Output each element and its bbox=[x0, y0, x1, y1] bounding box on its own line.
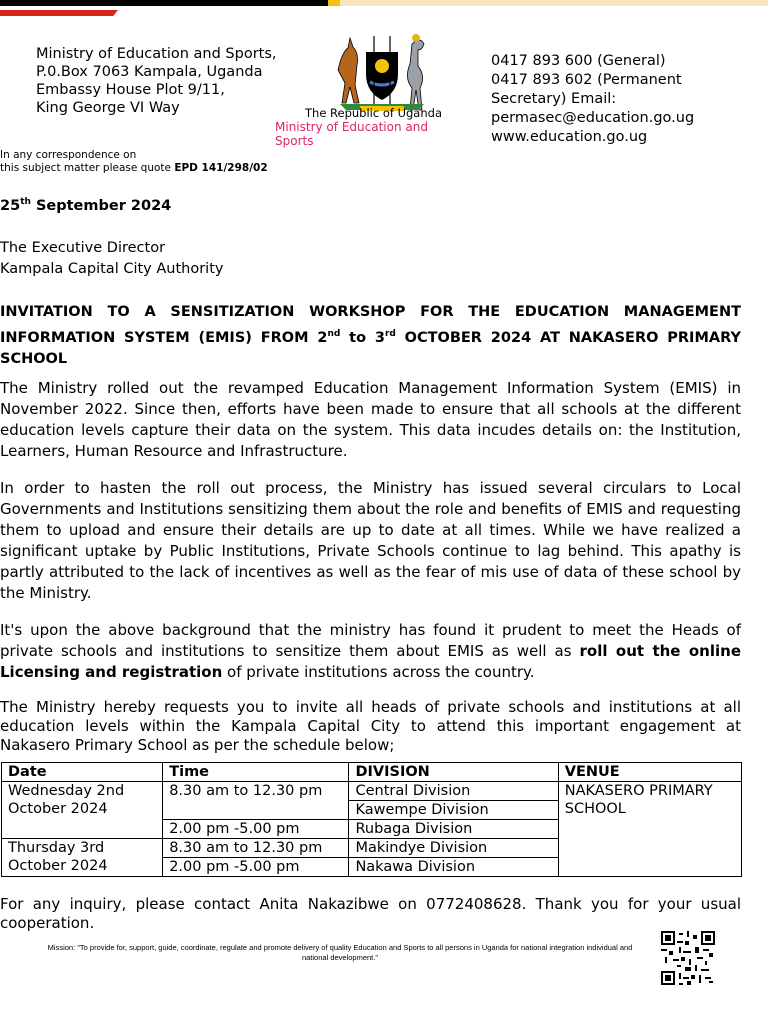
address-line: Ministry of Education and Sports, bbox=[36, 46, 277, 62]
paragraph-1: The Ministry rolled out the revamped Education Management Information System (EMIS) in November 2022. Since then, efforts have been made to ensure that all schools at the different education levels capture their data on the system. This data incudes details on: the Institution, Learners, Human Resource and Infrastructure. bbox=[0, 379, 741, 460]
venue-cell: NAKASERO PRIMARY SCHOOL bbox=[558, 782, 741, 877]
correspondence-line1: In any correspondence on bbox=[0, 149, 137, 161]
paragraph-3-bold: roll out the online Licensing and registration bbox=[0, 642, 741, 681]
header-time: Time bbox=[163, 763, 349, 782]
time-cell: 8.30 am to 12.30 pm bbox=[163, 782, 349, 820]
letter-date bbox=[0, 197, 171, 214]
correspondence-line2 bbox=[0, 162, 268, 175]
header-division: DIVISION bbox=[349, 763, 558, 782]
day1-cell: Wednesday 2nd October 2024 bbox=[2, 782, 163, 839]
division-cell: Kawempe Division bbox=[349, 801, 558, 820]
day2-cell: Thursday 3rd October 2024 bbox=[2, 839, 163, 877]
subject-part1: INVITATION TO A SENSITIZATION WORKSHOP FOR THE EDUCATION MANAGEMENT INFORMATION SYSTEM (EMIS) FROM 2 bbox=[0, 304, 741, 346]
time-cell: 2.00 pm -5.00 pm bbox=[163, 820, 349, 839]
contact-block bbox=[491, 52, 761, 147]
paragraph-4: The Ministry hereby requests you to invite all heads of private schools and institutions at all education levels within the Kampala Capital City to attend this important engagement at Nakasero Primary School as per the schedule below; bbox=[0, 698, 741, 754]
subject-sup1: nd bbox=[327, 328, 341, 339]
subject-part2: to 3 bbox=[340, 329, 385, 346]
schedule-table bbox=[1, 762, 742, 877]
correspondence-note bbox=[0, 149, 268, 175]
table-header-row bbox=[2, 763, 742, 782]
address-line: King George VI Way bbox=[36, 100, 180, 116]
contact-website[interactable]: www.education.go.ug bbox=[491, 129, 648, 145]
header-venue: VENUE bbox=[558, 763, 741, 782]
republic-label: The Republic of Uganda bbox=[305, 106, 442, 120]
header-stripe-yellow bbox=[328, 0, 340, 6]
address-line: P.0.Box 7063 Kampala, Uganda bbox=[36, 64, 263, 80]
contact-line: Secretary) Email: bbox=[491, 91, 617, 107]
table-row bbox=[2, 782, 742, 801]
ministry-address bbox=[36, 45, 277, 117]
recipient-organization: Kampala Capital City Authority bbox=[0, 261, 224, 277]
reference-number: EPD 141/298/02 bbox=[174, 162, 268, 174]
subject-sup2: rd bbox=[384, 328, 396, 339]
contact-line: 0417 893 602 (Permanent bbox=[491, 72, 682, 88]
subject-part3: OCTOBER 2024 AT NAKASERO PRIMARY SCHOOL bbox=[0, 329, 741, 367]
division-cell: Makindye Division bbox=[349, 839, 558, 858]
contact-email[interactable]: permasec@education.go.ug bbox=[491, 110, 695, 126]
paragraph-2: In order to hasten the roll out process, the Ministry has issued several circulars to Local Governments and Institutions sensitizing them about the role and benefits of EMIS and requesting them to upload and ensure their details are up to date at all times. While we have realized a significant uptake by Public Institutions, Private Schools continue to lag behind. This apathy is partly attributed to the lack of incentives as well as the fear of mis use of data of these school by the Ministry. bbox=[0, 479, 741, 602]
paragraph-3-start: It's upon the above background that the ministry has found it prudent to meet the Heads of private schools and institutions to sensitize them about EMIS as well as bbox=[0, 621, 741, 660]
address-line: Embassy House Plot 9/11, bbox=[36, 82, 225, 98]
header-stripe-cream bbox=[340, 0, 768, 6]
time-cell: 2.00 pm -5.00 pm bbox=[163, 858, 349, 877]
date-suffix: th bbox=[20, 197, 31, 207]
inquiry-note: For any inquiry, please contact Anita Nakazibwe on 0772408628. Thank you for your usual cooperation. bbox=[0, 895, 741, 932]
mission-statement: Mission: "To provide for, support, guide, coordinate, regulate and promote delivery of quality Education and Sports to all persons in Uganda for national integration individual and national development." bbox=[47, 943, 633, 962]
date-rest: September 2024 bbox=[35, 197, 172, 214]
paragraph-3 bbox=[0, 620, 741, 683]
recipient bbox=[0, 238, 223, 280]
time-cell: 8.30 am to 12.30 pm bbox=[163, 839, 349, 858]
recipient-title: The Executive Director bbox=[0, 240, 166, 256]
ministry-name-red: Ministry of Education and Sports bbox=[275, 120, 428, 148]
header-stripe-black bbox=[0, 0, 328, 6]
uganda-coat-of-arms-icon bbox=[330, 30, 434, 112]
division-cell: Nakawa Division bbox=[349, 858, 558, 877]
qr-code-icon bbox=[661, 931, 715, 985]
division-cell: Rubaga Division bbox=[349, 820, 558, 839]
correspondence-text: this subject matter please quote bbox=[0, 162, 171, 174]
division-cell: Central Division bbox=[349, 782, 558, 801]
letter-subject bbox=[0, 302, 741, 370]
header-stripe-red bbox=[0, 10, 118, 16]
contact-line: 0417 893 600 (General) bbox=[491, 53, 666, 69]
paragraph-3-end: of private institutions across the country. bbox=[222, 663, 535, 681]
date-day: 25 bbox=[0, 197, 21, 214]
header-date: Date bbox=[2, 763, 163, 782]
